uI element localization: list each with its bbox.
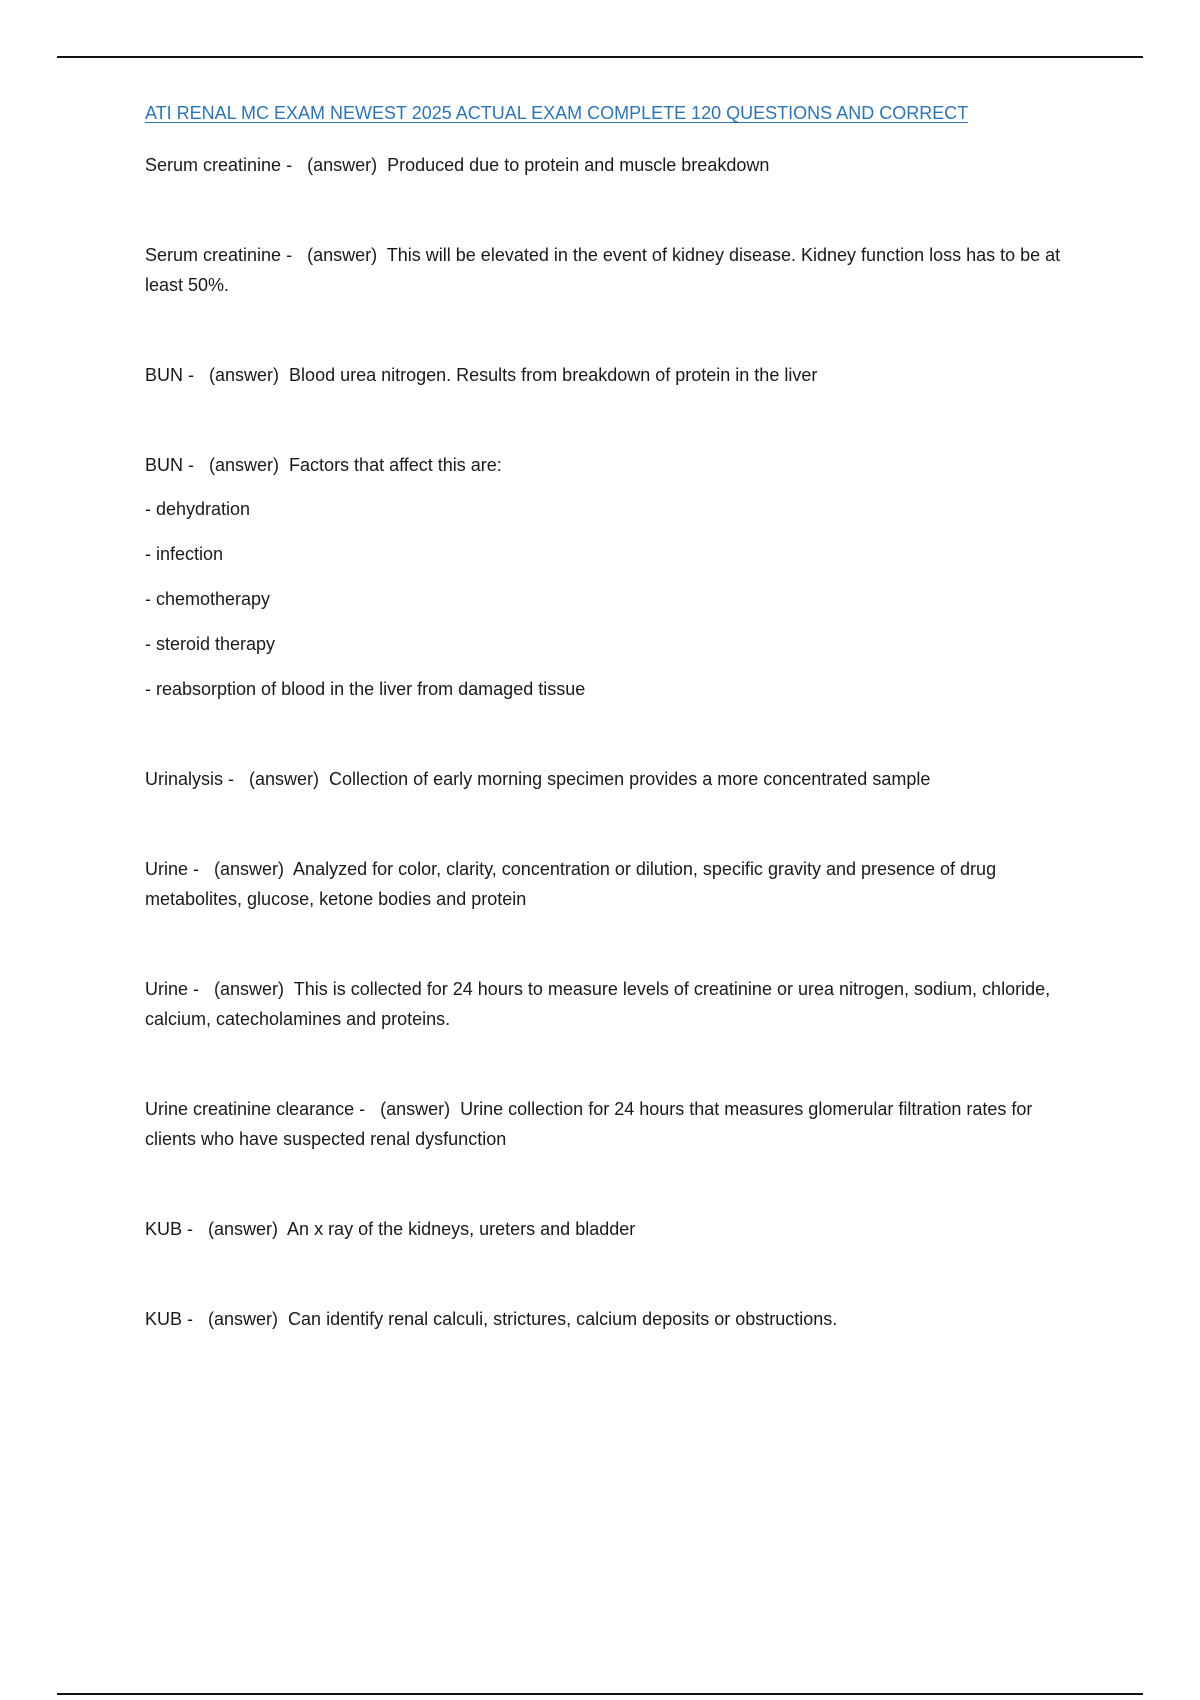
entry-answer: Blood urea nitrogen. Results from breakdown of protein in the liver bbox=[289, 365, 818, 385]
answer-marker: (answer) bbox=[214, 979, 285, 999]
entry-separator bbox=[278, 1219, 287, 1239]
entry-separator bbox=[279, 455, 289, 475]
entry-term: Serum creatinine bbox=[145, 155, 282, 175]
list-item: - reabsorption of blood in the liver from damaged tissue bbox=[145, 679, 586, 699]
entry-term: BUN bbox=[145, 365, 184, 385]
entry-answer: Produced due to protein and muscle breakdown bbox=[387, 155, 770, 175]
entry-separator: - bbox=[182, 1219, 209, 1239]
document-title[interactable]: ATI RENAL MC EXAM NEWEST 2025 ACTUAL EXAM COMPLETE 120 QUESTIONS AND CORRECT bbox=[145, 103, 969, 123]
entry-answer: Analyzed for color, clarity, concentration or dilution, specific gravity and presence of drug metabolites, glucose, ketone bodies and protein bbox=[145, 859, 997, 909]
entry-term: KUB bbox=[145, 1219, 183, 1239]
entry-term: BUN bbox=[145, 455, 184, 475]
entry-separator bbox=[450, 1099, 460, 1119]
entry-separator: - bbox=[354, 1099, 381, 1119]
entry-separator: - bbox=[183, 455, 210, 475]
entry-answer: Can identify renal calculi, strictures, calcium deposits or obstructions. bbox=[288, 1309, 838, 1329]
flashcard-list bbox=[145, 150, 1085, 1334]
entry-answer: This will be elevated in the event of kidney disease. Kidney function loss has to be at least 50%. bbox=[145, 245, 1061, 295]
entry-separator: - bbox=[182, 1309, 209, 1329]
entry-answer: This is collected for 24 hours to measure levels of creatinine or urea nitrogen, sodium, chloride, calcium, catecholamines and proteins. bbox=[145, 979, 1051, 1029]
flashcard-entry bbox=[145, 360, 1085, 390]
document-body bbox=[145, 98, 1085, 1394]
answer-marker: (answer) bbox=[208, 1219, 279, 1239]
answer-marker: (answer) bbox=[209, 455, 280, 475]
answer-marker: (answer) bbox=[380, 1099, 451, 1119]
flashcard-entry bbox=[145, 1214, 1085, 1244]
answer-marker: (answer) bbox=[307, 155, 378, 175]
entry-term: Urinalysis bbox=[145, 769, 224, 789]
entry-term: Urine creatinine clearance bbox=[145, 1099, 355, 1119]
entry-separator: - bbox=[223, 769, 250, 789]
entry-separator: - bbox=[188, 979, 215, 999]
entry-answer: Collection of early morning specimen provides a more concentrated sample bbox=[329, 769, 931, 789]
flashcard-entry bbox=[145, 150, 1085, 180]
answer-marker: (answer) bbox=[208, 1309, 279, 1329]
entry-separator bbox=[377, 245, 387, 265]
entry-separator: - bbox=[281, 155, 308, 175]
footer-rule bbox=[57, 1693, 1143, 1695]
flashcard-entry bbox=[145, 240, 1085, 300]
list-item: - dehydration bbox=[145, 499, 251, 519]
list-item: - chemotherapy bbox=[145, 589, 271, 609]
factor-list bbox=[145, 494, 1085, 704]
flashcard-entry bbox=[145, 974, 1085, 1034]
answer-marker: (answer) bbox=[209, 365, 280, 385]
entry-answer: Factors that affect this are: bbox=[289, 455, 502, 475]
entry-separator bbox=[319, 769, 329, 789]
answer-marker: (answer) bbox=[307, 245, 378, 265]
entry-separator bbox=[284, 979, 294, 999]
entry-answer: An x ray of the kidneys, ureters and bladder bbox=[287, 1219, 636, 1239]
list-item: - infection bbox=[145, 544, 224, 564]
entry-separator bbox=[284, 859, 293, 879]
entry-separator: - bbox=[281, 245, 308, 265]
answer-marker: (answer) bbox=[249, 769, 320, 789]
entry-separator: - bbox=[183, 365, 210, 385]
entry-term: KUB bbox=[145, 1309, 183, 1329]
list-item: - steroid therapy bbox=[145, 634, 276, 654]
header-rule bbox=[57, 56, 1143, 58]
entry-term: Urine bbox=[145, 859, 189, 879]
flashcard-entry bbox=[145, 854, 1085, 914]
entry-separator: - bbox=[188, 859, 215, 879]
answer-marker: (answer) bbox=[214, 859, 285, 879]
flashcard-entry bbox=[145, 450, 1085, 704]
entry-separator bbox=[279, 365, 289, 385]
flashcard-entry bbox=[145, 1304, 1085, 1334]
entry-separator bbox=[278, 1309, 288, 1329]
flashcard-entry bbox=[145, 764, 1085, 794]
entry-separator bbox=[377, 155, 387, 175]
entry-term: Urine bbox=[145, 979, 189, 999]
flashcard-entry bbox=[145, 1094, 1085, 1154]
entry-term: Serum creatinine bbox=[145, 245, 282, 265]
entry-answer: Urine collection for 24 hours that measures glomerular filtration rates for clients who have suspected renal dysfunction bbox=[145, 1099, 1033, 1149]
